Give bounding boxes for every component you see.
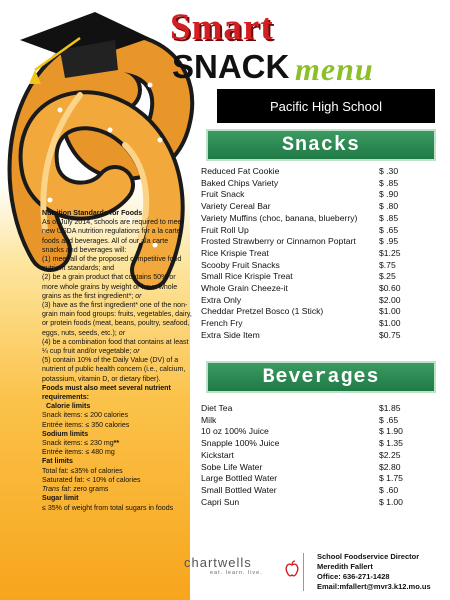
snacks-item (201, 260, 441, 272)
item-name: Variety Muffins (choc, banana, blueberry) (201, 212, 358, 223)
nutrition-point-4 (42, 338, 192, 356)
item-price: $.75 (379, 259, 396, 270)
item-name: 10 oz 100% Juice (201, 426, 269, 437)
fat-trans (42, 485, 192, 494)
item-price: $1.00 (379, 306, 401, 317)
fat-total: Total fat: ≤35% of calories (42, 467, 123, 475)
calorie-snack: Snack items: ≤ 200 calories (42, 412, 129, 420)
snacks-item (201, 201, 441, 213)
beverages-item (201, 403, 441, 415)
item-name: Large Bottled Water (201, 473, 278, 484)
nutrition-or: or (133, 348, 140, 356)
sodium-snack (42, 439, 192, 448)
item-price: $0.75 (379, 329, 401, 340)
item-price: $2.80 (379, 461, 401, 472)
fat-heading: Fat limits (42, 458, 73, 466)
item-price: $1.85 (379, 403, 401, 413)
item-name: Baked Chips Variety (201, 177, 279, 188)
item-price: $ .65 (379, 414, 399, 425)
item-name: Cheddar Pretzel Bosco (1 Stick) (201, 306, 324, 317)
item-price: $ 1.00 (379, 496, 403, 507)
sodium-footnote-mark: ** (113, 440, 120, 448)
beverages-heading-banner (206, 361, 436, 393)
snacks-item (201, 178, 441, 190)
footer-divider (303, 553, 304, 591)
snacks-item (201, 318, 441, 330)
item-name: Sobe Life Water (201, 461, 263, 472)
item-name: Scooby Fruit Snacks (201, 259, 280, 270)
item-name: Kickstart (201, 449, 234, 460)
nutrition-standards (42, 209, 192, 513)
item-name: Small Rice Krispie Treat (201, 271, 293, 282)
item-name: Fruit Snack (201, 189, 245, 200)
chartwells-tagline: eat. learn. live. (210, 570, 263, 576)
item-name: Capri Sun (201, 496, 240, 507)
contact-info (317, 552, 431, 592)
beverages-item (201, 426, 441, 438)
sugar-limit: ≤ 35% of weight from total sugars in foods (42, 504, 174, 512)
item-price: $0.60 (379, 283, 401, 294)
item-price: $ .60 (379, 484, 399, 495)
school-name-banner (217, 89, 435, 123)
snacks-item (201, 248, 441, 260)
snacks-item (201, 236, 441, 248)
beverages-item (201, 462, 441, 474)
item-name: Frosted Strawberry or Cinnamon Poptart (201, 236, 356, 247)
nutrition-must: Foods must also meet several nutrient requirements: (42, 384, 171, 402)
item-price: $ .95 (379, 236, 399, 247)
snacks-item (201, 189, 441, 201)
item-price: $1.00 (379, 318, 401, 329)
item-price: $ .30 (379, 166, 399, 176)
nutrition-point-4-text: (4) be a combination food that contains at least ¼ cup fruit and/or vegetable; (42, 338, 189, 356)
sodium-snack-text: Snack items: ≤ 230 mg (42, 440, 114, 448)
trans-fat-value: : zero grams (69, 486, 109, 494)
chartwells-brand: chartwells (184, 555, 252, 570)
beverages-item (201, 450, 441, 462)
contact-title: School Foodservice Director (317, 552, 420, 561)
logo-snack-text: SNACK (172, 48, 290, 85)
snacks-item (201, 306, 441, 318)
nutrition-intro: As of July 2014, schools are required to meet new USDA nutrition regulations for a la carte foods and beverages. All of our ala carte snacks and beverages will: (42, 219, 184, 254)
beverages-item (201, 497, 441, 509)
item-name: Small Bottled Water (201, 484, 277, 495)
nutrition-point-1: (1) meet all of the proposed competitive food nutrient standards; and (42, 256, 182, 273)
item-price: $ 1.75 (379, 473, 403, 484)
item-name: French Fry (201, 318, 243, 329)
item-name: Fruit Roll Up (201, 224, 249, 235)
logo-menu-text: menu (295, 51, 374, 87)
nutrition-point-2 (42, 273, 192, 301)
trans-fat-label: Trans fat (42, 486, 70, 494)
snacks-list (201, 166, 441, 342)
item-name: Whole Grain Cheeze-it (201, 283, 288, 294)
fat-saturated: Saturated fat: < 10% of calories (42, 476, 141, 484)
item-name: Rice Krispie Treat (201, 247, 269, 258)
item-name: Milk (201, 414, 217, 425)
sodium-entree: Entrée items: ≤ 480 mg (42, 449, 115, 457)
sugar-heading: Sugar limit (42, 495, 79, 503)
logo-smart-text: Smart (170, 7, 274, 48)
chartwells-logo (184, 556, 284, 586)
apple-icon (285, 560, 299, 578)
item-price: $ .85 (379, 177, 399, 188)
snacks-item (201, 166, 441, 178)
contact-email: Email:mfallert@mvr3.k12.mo.us (317, 582, 431, 591)
beverages-item (201, 485, 441, 497)
contact-name: Meredith Fallert (317, 562, 373, 571)
item-name: Reduced Fat Cookie (201, 166, 280, 176)
item-price: $ .85 (379, 212, 399, 223)
item-price: $ .80 (379, 201, 399, 212)
beverages-item (201, 438, 441, 450)
item-name: Snapple 100% Juice (201, 438, 280, 449)
nutrition-point-3 (42, 301, 192, 338)
snacks-heading-banner (206, 129, 436, 161)
nutrition-or: or (135, 292, 142, 300)
snacks-item (201, 330, 441, 342)
item-price: $ 1.35 (379, 438, 403, 449)
snacks-item (201, 225, 441, 237)
item-name: Extra Only (201, 294, 242, 305)
item-price: $2.25 (379, 449, 401, 460)
item-name: Extra Side Item (201, 329, 260, 340)
item-price: $.25 (379, 271, 396, 282)
item-price: $2.00 (379, 294, 401, 305)
beverages-heading: Beverages (262, 365, 380, 389)
nutrition-or: or (118, 329, 126, 337)
sodium-heading: Sodium limits (42, 430, 89, 438)
snacks-item (201, 271, 441, 283)
nutrition-point-3-text: (3) have as the first ingredient* one of the non-grain main food groups: fruits, vegetables, dairy, or protein foods (meat, beans, poultry, seafood, eggs, nuts, seeds, etc.); (42, 302, 192, 337)
nutrition-point-5: (5) contain 10% of the Daily Value (DV) of a nutrient of public health concern (i.e., calcium, potassium, vitamin D, or dietary fiber). (42, 357, 186, 383)
beverages-list (201, 403, 441, 508)
item-price: $ .65 (379, 224, 399, 235)
school-name: Pacific High School (270, 98, 382, 114)
snacks-heading: Snacks (281, 133, 360, 157)
contact-office: Office: 636-271-1428 (317, 572, 390, 581)
nutrition-point-2-text: (2) be a grain product that contains 50% or more whole grains by weight or have whole grains as the first ingredient*; (42, 274, 178, 300)
snacks-item (201, 295, 441, 307)
calorie-heading: Calorie limits (46, 403, 91, 411)
item-name: Variety Cereal Bar (201, 201, 271, 212)
beverages-item (201, 473, 441, 485)
snacks-item (201, 213, 441, 225)
item-price: $ .90 (379, 189, 399, 200)
item-price: $ 1.90 (379, 426, 403, 437)
item-price: $1.25 (379, 247, 401, 258)
beverages-item (201, 415, 441, 427)
calorie-entree: Entrée items: ≤ 350 calories (42, 421, 130, 429)
item-name: Diet Tea (201, 403, 233, 413)
nutrition-title: Nutrition Standards for Foods (42, 210, 143, 217)
snacks-item (201, 283, 441, 295)
